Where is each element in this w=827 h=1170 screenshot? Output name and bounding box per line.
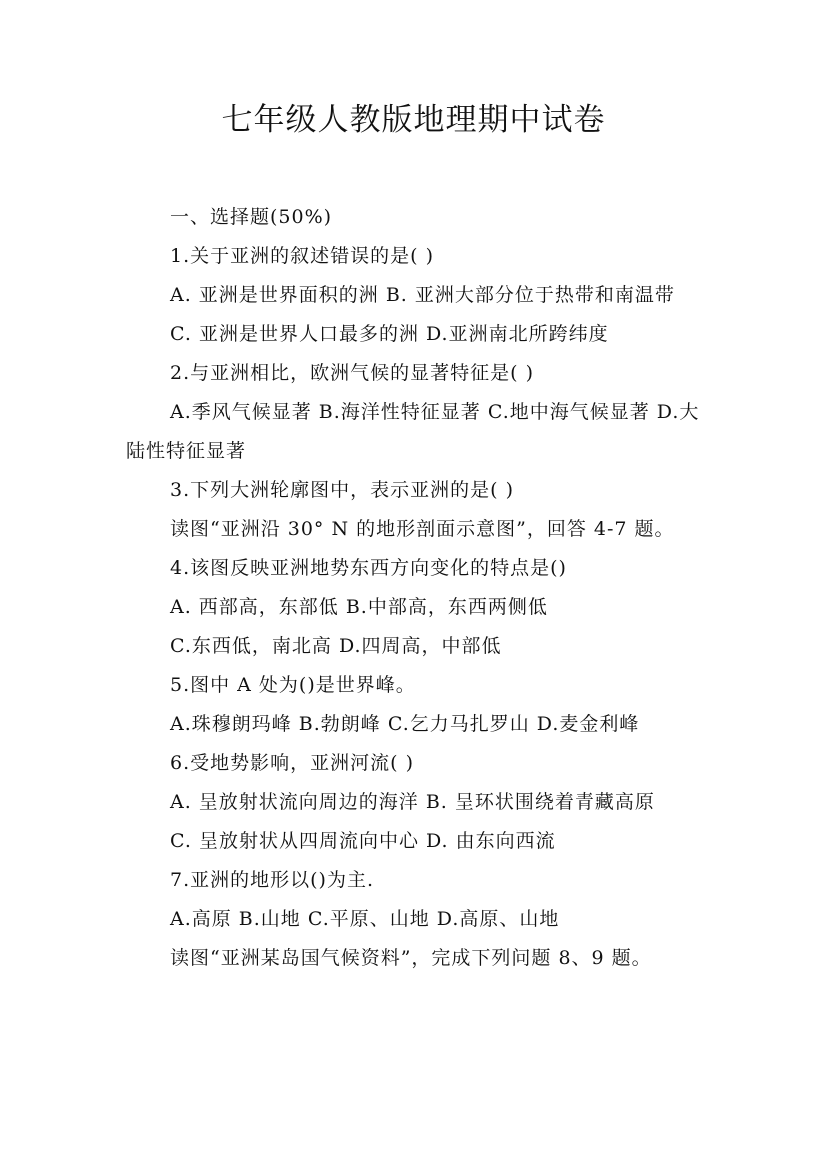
question-2-options: A.季风气候显著 B.海洋性特征显著 C.地中海气候显著 D.大陆性特征显著 (126, 401, 700, 462)
question-6-options-ab: A. 呈放射状流向周边的海洋 B. 呈环状围绕着青藏高原 (170, 791, 655, 813)
question-3: 3.下列大洲轮廓图中，表示亚洲的是( ) (170, 479, 514, 501)
question-6-options-cd: C. 呈放射状从四周流向中心 D. 由东向西流 (170, 830, 556, 852)
question-4-options-cd: C.东西低，南北高 D.四周高，中部低 (170, 635, 502, 657)
question-2: 2.与亚洲相比，欧洲气候的显著特征是( ) (170, 362, 534, 384)
reading-instruction-8-9: 读图“亚洲某岛国气候资料”，完成下列问题 8、9 题。 (170, 947, 652, 969)
question-5: 5.图中 A 处为()是世界峰。 (170, 674, 416, 696)
document-title: 七年级人教版地理期中试卷 (221, 102, 606, 138)
question-1: 1.关于亚洲的叙述错误的是( ) (170, 245, 434, 267)
question-7-options: A.高原 B.山地 C.平原、山地 D.高原、山地 (170, 908, 560, 930)
question-6: 6.受地势影响，亚洲河流( ) (170, 752, 414, 774)
question-4: 4.该图反映亚洲地势东西方向变化的特点是() (170, 557, 567, 579)
question-1-options-ab: A. 亚洲是世界面积的洲 B. 亚洲大部分位于热带和南温带 (170, 284, 675, 306)
document-body (126, 198, 710, 978)
question-7: 7.亚洲的地形以()为主. (170, 869, 374, 891)
section-heading-multiple-choice: 一、选择题(50%) (170, 206, 333, 228)
reading-instruction-4-7: 读图“亚洲沿 30° N 的地形剖面示意图”，回答 4-7 题。 (170, 518, 675, 540)
question-4-options-ab: A. 西部高，东部低 B.中部高，东西两侧低 (170, 596, 548, 618)
question-5-options: A.珠穆朗玛峰 B.勃朗峰 C.乞力马扎罗山 D.麦金利峰 (170, 713, 640, 735)
question-1-options-cd: C. 亚洲是世界人口最多的洲 D.亚洲南北所跨纬度 (170, 323, 609, 345)
